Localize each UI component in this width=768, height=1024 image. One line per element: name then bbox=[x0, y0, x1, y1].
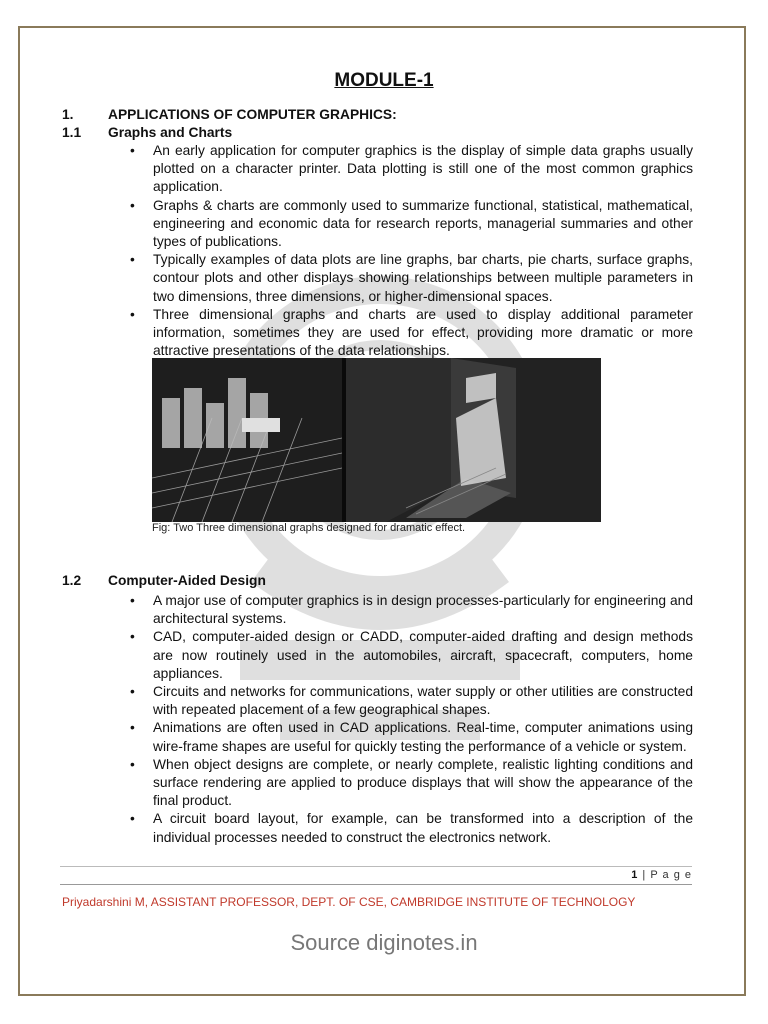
figure-caption: Fig: Two Three dimensional graphs designed for dramatic effect. bbox=[152, 522, 466, 534]
graphs-charts-bullet-list bbox=[130, 142, 693, 360]
3d-surface-graph-image bbox=[152, 358, 342, 522]
list-item: • A circuit board layout, for example, can be transformed into a description of the individual processes needed to construct the electronics network. bbox=[130, 810, 693, 846]
source-watermark: Source diginotes.in bbox=[290, 930, 478, 955]
page-label: | P a g e bbox=[642, 869, 692, 881]
footer-divider bbox=[60, 884, 692, 885]
list-item: • A major use of computer graphics is in design processes-particularly for engineering and architectural systems. bbox=[130, 592, 693, 628]
list-item: • Three dimensional graphs and charts are used to display additional parameter information, sometimes they are used for effect, providing more dramatic or more attractive presentations of the data relationships. bbox=[130, 306, 693, 361]
footer-divider bbox=[60, 866, 692, 867]
section-number: 1. bbox=[62, 107, 74, 122]
section-heading-1-1 bbox=[62, 124, 232, 142]
3d-graphs-figure bbox=[152, 358, 601, 522]
list-item: • Animations are often used in CAD applications. Real-time, computer animations using wire-frame shapes are useful for quickly testing the performance of a vehicle or system. bbox=[130, 719, 693, 755]
section-heading-1-2 bbox=[62, 572, 266, 590]
section-title: Computer-Aided Design bbox=[108, 573, 266, 588]
list-item: • Graphs & charts are commonly used to summarize functional, statistical, mathematical, engineering and economic data for research reports, managerial summaries and other types of publications. bbox=[130, 197, 693, 252]
list-item: • An early application for computer graphics is the display of simple data graphs usually plotted on a character printer. Data plotting is still one of the most common graphics application. bbox=[130, 142, 693, 197]
cad-bullet-list bbox=[130, 592, 693, 847]
page-number bbox=[631, 869, 692, 881]
list-item: • Circuits and networks for communications, water supply or other utilities are constructed with repeated placement of a few geographical shapes. bbox=[130, 683, 693, 719]
section-title: Graphs and Charts bbox=[108, 125, 233, 140]
list-item: • When object designs are complete, or nearly complete, realistic lighting conditions and surface rendering are applied to produce displays that will show the appearance of the final product. bbox=[130, 756, 693, 811]
section-heading-1 bbox=[62, 106, 397, 124]
page-title: MODULE-1 bbox=[334, 70, 434, 91]
section-title: APPLICATIONS OF COMPUTER GRAPHICS: bbox=[108, 107, 397, 122]
section-number: 1.2 bbox=[62, 573, 82, 588]
list-item: • Typically examples of data plots are line graphs, bar charts, pie charts, surface graphs, contour plots and other displays showing relationships between multiple parameters in two dimensions, three dimensions, or higher-dimensional spaces. bbox=[130, 251, 693, 306]
author-footer: Priyadarshini M, ASSISTANT PROFESSOR, DEPT. OF CSE, CAMBRIDGE INSTITUTE OF TECHNOLOGY bbox=[62, 895, 636, 909]
section-number: 1.1 bbox=[62, 125, 82, 140]
3d-chart-image bbox=[346, 358, 601, 522]
list-item: • CAD, computer-aided design or CADD, computer-aided drafting and design methods are now routinely used in the automobiles, aircraft, spacecraft, computers, home appliances. bbox=[130, 628, 693, 683]
page-number-value: 1 bbox=[631, 869, 639, 881]
